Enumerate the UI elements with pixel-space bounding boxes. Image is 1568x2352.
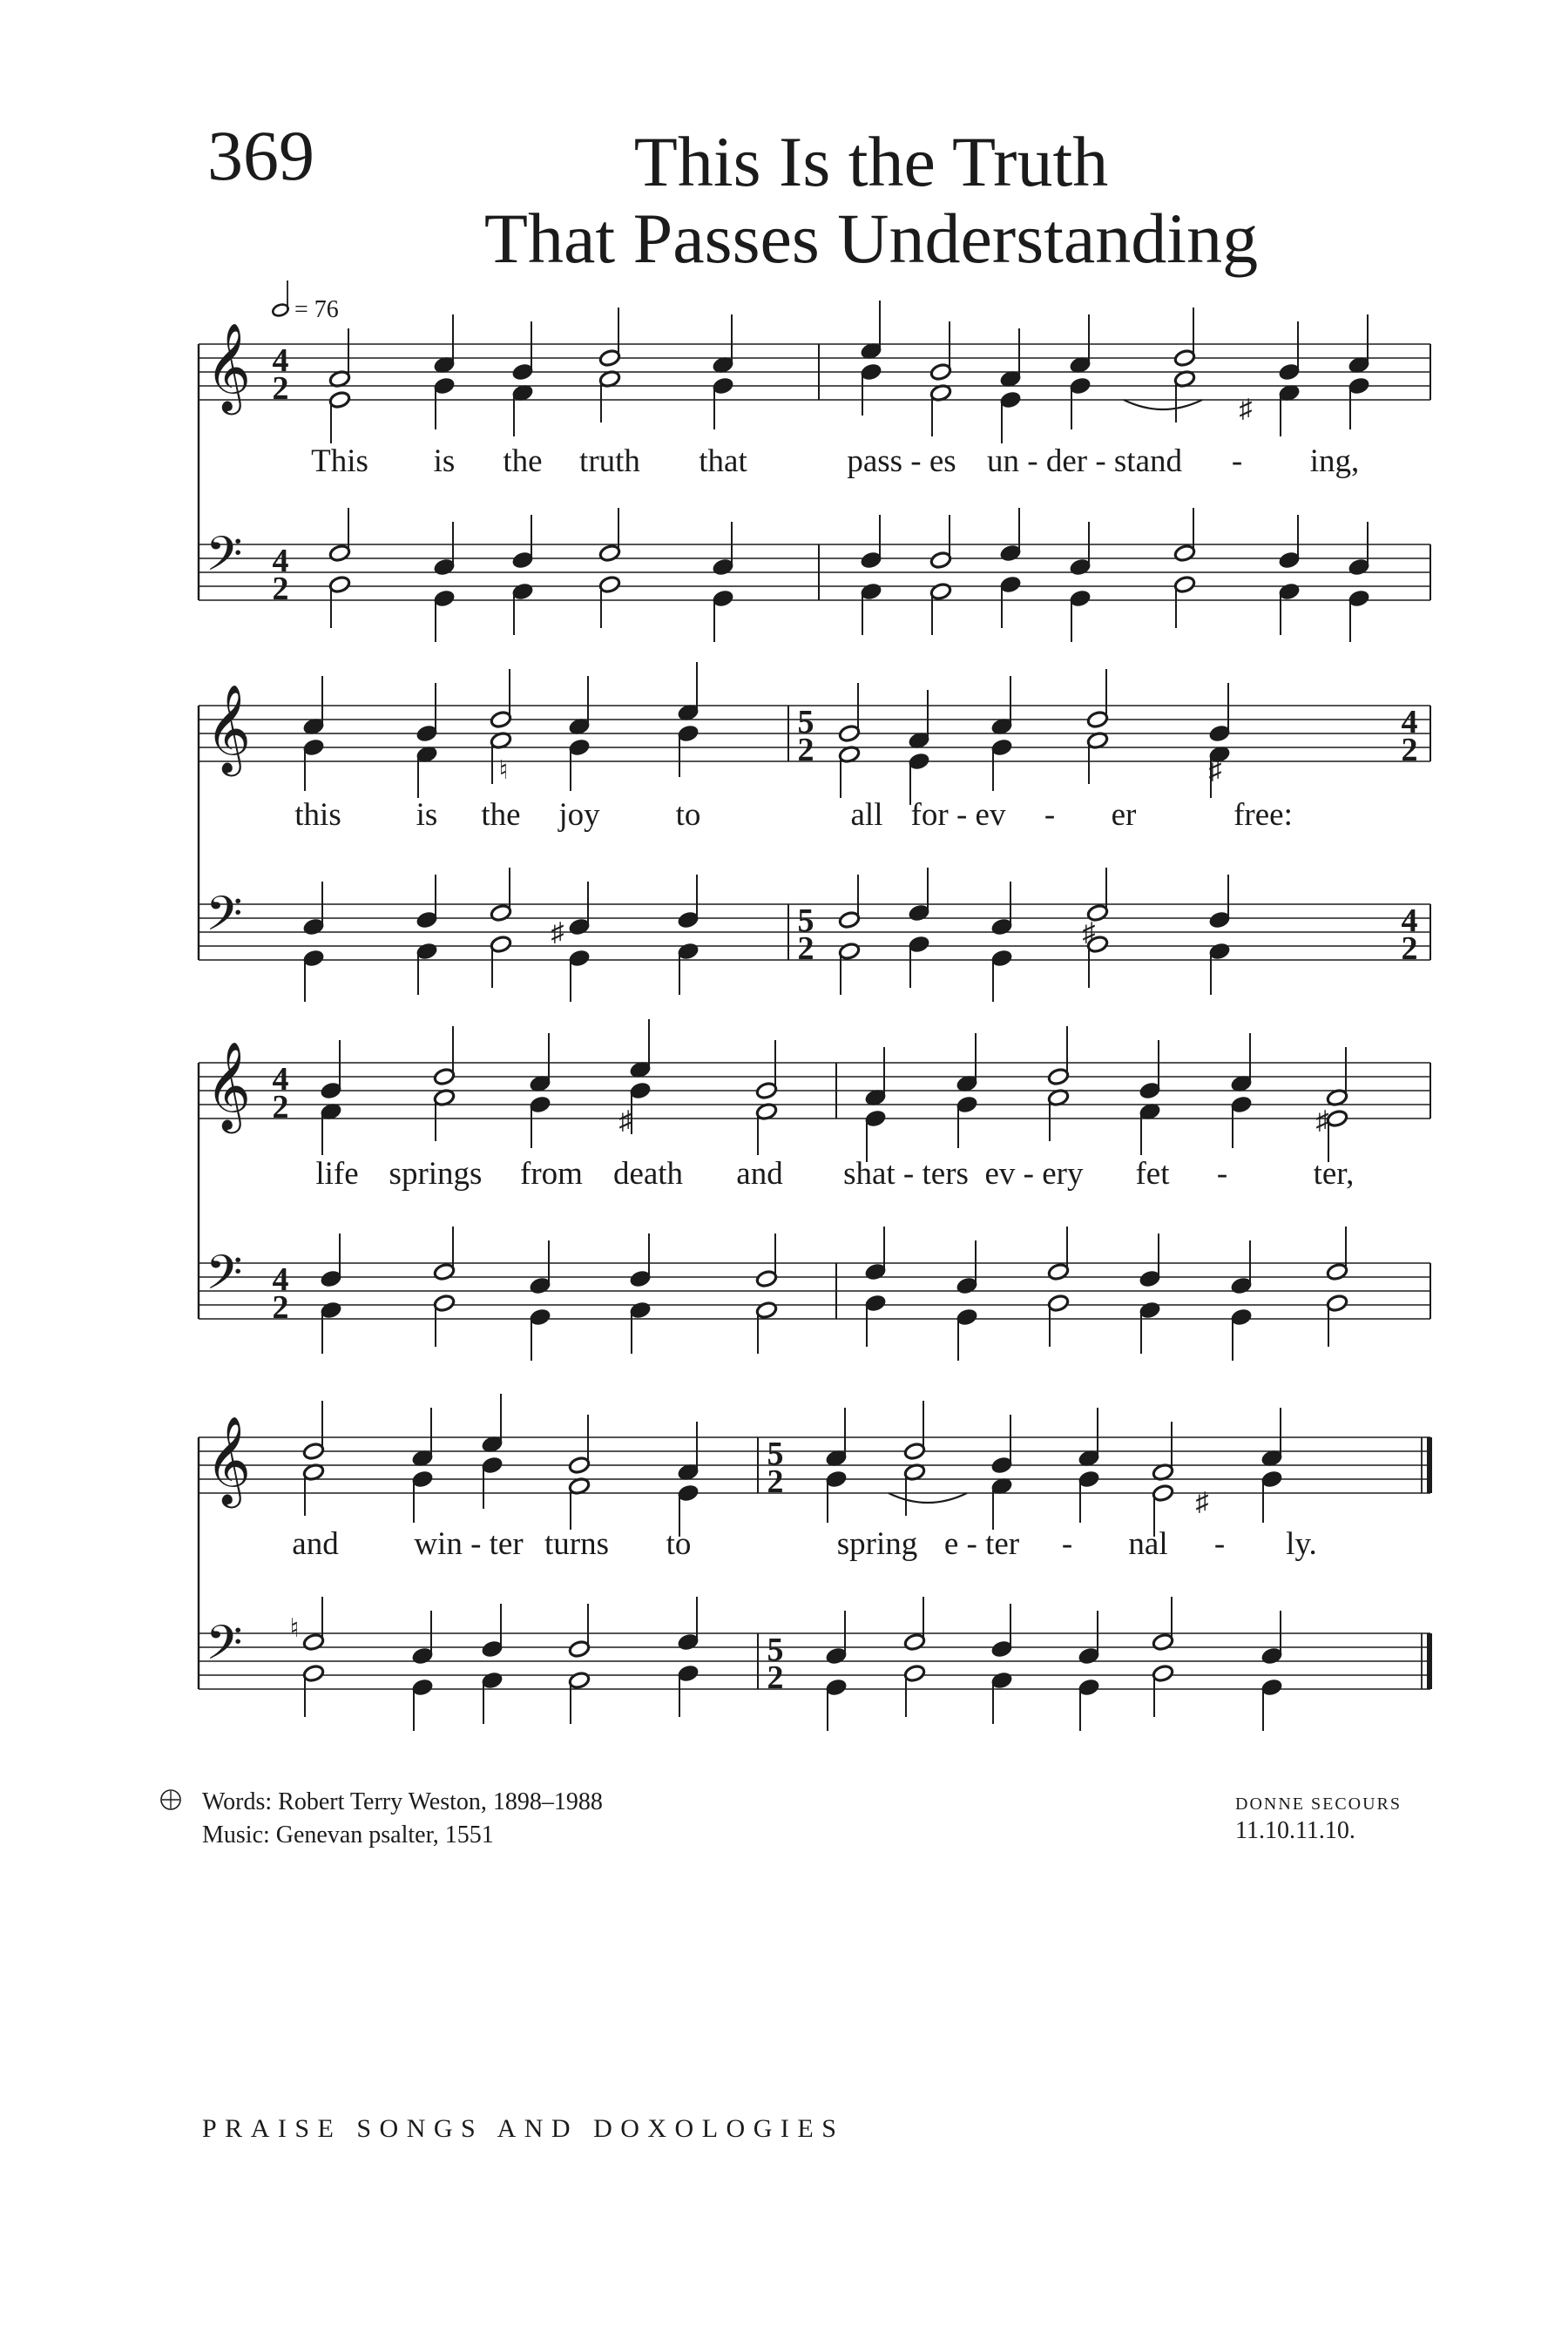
lyric-syllable: fet xyxy=(1135,1156,1170,1192)
lyric-syllable: is xyxy=(416,797,438,833)
time-signature: 4 xyxy=(272,543,289,579)
lyric-syllable: pass - es xyxy=(847,443,956,479)
treble-clef: 𝄞 xyxy=(206,1415,252,1504)
lyric-syllable: shat - ters xyxy=(843,1156,969,1192)
lyric-syllable: ing, xyxy=(1309,443,1360,479)
sharp-sign: ♯ xyxy=(1315,1106,1329,1135)
time-signature: 4 xyxy=(1401,902,1418,939)
lyric-syllable: life xyxy=(315,1156,359,1192)
lyric-syllable: truth xyxy=(579,443,640,479)
tie xyxy=(1124,400,1202,409)
hymn-title-line-1: This Is the Truth xyxy=(633,122,1109,201)
music-credit: Music: Genevan psalter, 1551 xyxy=(202,1821,494,1848)
lyric-syllable: is xyxy=(433,443,456,479)
lyric-syllable: the xyxy=(503,443,543,479)
natural-sign: ♮ xyxy=(498,756,509,785)
hymn-number: 369 xyxy=(207,116,314,195)
lyric-syllable: this xyxy=(294,797,341,833)
treble-clef: 𝄞 xyxy=(206,1040,252,1130)
lyric-syllable: that xyxy=(699,443,747,479)
bass-clef: 𝄢 xyxy=(206,1245,243,1312)
lyric-syllable: turns xyxy=(544,1526,609,1562)
sharp-sign: ♯ xyxy=(551,918,564,947)
lyric-syllable: to xyxy=(675,797,701,833)
lyric-syllable: free: xyxy=(1233,797,1293,833)
svg-text:2: 2 xyxy=(767,1659,784,1696)
lyric-syllable: springs xyxy=(389,1156,483,1192)
credits xyxy=(202,1786,603,1851)
lyric-syllable: spring xyxy=(836,1526,918,1562)
lyric-syllable: to xyxy=(666,1526,692,1562)
time-signature: 5 xyxy=(797,902,814,939)
lyric-syllable: the xyxy=(481,797,521,833)
words-credit: Words: Robert Terry Weston, 1898–1988 xyxy=(202,1788,603,1815)
lyric-syllable: all xyxy=(850,797,883,833)
time-signature: 4 xyxy=(272,1261,289,1298)
lyric-syllable: joy xyxy=(558,797,600,833)
sharp-sign: ♯ xyxy=(1208,756,1222,785)
svg-text:2: 2 xyxy=(272,370,289,407)
lyric-syllable: ter, xyxy=(1313,1156,1355,1192)
svg-text:2: 2 xyxy=(797,732,814,768)
svg-text:2: 2 xyxy=(797,930,814,967)
lyric-syllable: win - ter xyxy=(414,1526,524,1562)
sharp-sign: ♯ xyxy=(1239,395,1253,423)
lyric-syllable: This xyxy=(311,443,368,479)
bass-clef: 𝄢 xyxy=(206,1615,243,1682)
lyric-syllable: - xyxy=(1231,443,1243,479)
copyright-circle-icon xyxy=(159,1788,182,1811)
lyric-syllable: for - ev xyxy=(910,797,1006,833)
svg-text:2: 2 xyxy=(1401,930,1418,967)
lyric-syllable: - xyxy=(1061,1526,1073,1562)
lyric-syllable: un - der - stand xyxy=(987,443,1182,479)
time-signature: 5 xyxy=(767,1436,784,1472)
tempo-marking: = 76 xyxy=(294,296,339,323)
lyric-syllable: from xyxy=(520,1156,583,1192)
tune-info xyxy=(1235,1793,1402,1847)
sharp-sign: ♯ xyxy=(618,1106,632,1135)
bass-clef: 𝄢 xyxy=(206,886,243,953)
lyric-syllable: ev - ery xyxy=(984,1156,1084,1192)
section-title: PRAISE SONGS AND DOXOLOGIES xyxy=(202,2114,845,2143)
bass-clef: 𝄢 xyxy=(206,526,243,593)
sharp-sign: ♯ xyxy=(1082,918,1096,947)
lyric-syllable: ly. xyxy=(1286,1526,1317,1562)
tie xyxy=(889,1493,967,1503)
svg-text:2: 2 xyxy=(1401,732,1418,768)
time-signature: 5 xyxy=(797,704,814,740)
treble-clef: 𝄞 xyxy=(206,683,252,773)
treble-clef: 𝄞 xyxy=(206,321,252,411)
lyric-syllable: e - ter xyxy=(943,1526,1020,1562)
lyric-syllable: and xyxy=(736,1156,783,1192)
natural-sign: ♮ xyxy=(289,1614,300,1643)
lyric-syllable: er xyxy=(1111,797,1137,833)
svg-text:2: 2 xyxy=(767,1463,784,1500)
sharp-sign: ♯ xyxy=(1195,1488,1209,1517)
svg-text:2: 2 xyxy=(272,1089,289,1125)
time-signature: 4 xyxy=(1401,704,1418,740)
time-signature: 5 xyxy=(767,1632,784,1668)
tune-name: DONNE SECOURS xyxy=(1235,1794,1402,1814)
lyric-syllable: - xyxy=(1044,797,1056,833)
svg-text:2: 2 xyxy=(272,571,289,607)
lyric-syllable: and xyxy=(292,1526,339,1562)
lyric-syllable: - xyxy=(1216,1156,1228,1192)
hymn-title-line-2: That Passes Understanding xyxy=(483,199,1259,278)
time-signature: 4 xyxy=(272,1061,289,1098)
tune-meter: 11.10.11.10. xyxy=(1235,1817,1355,1844)
lyric-syllable: death xyxy=(612,1156,684,1192)
lyric-syllable: nal xyxy=(1128,1526,1168,1562)
lyric-syllable: - xyxy=(1213,1526,1226,1562)
svg-text:2: 2 xyxy=(272,1289,289,1326)
time-signature: 4 xyxy=(272,342,289,379)
